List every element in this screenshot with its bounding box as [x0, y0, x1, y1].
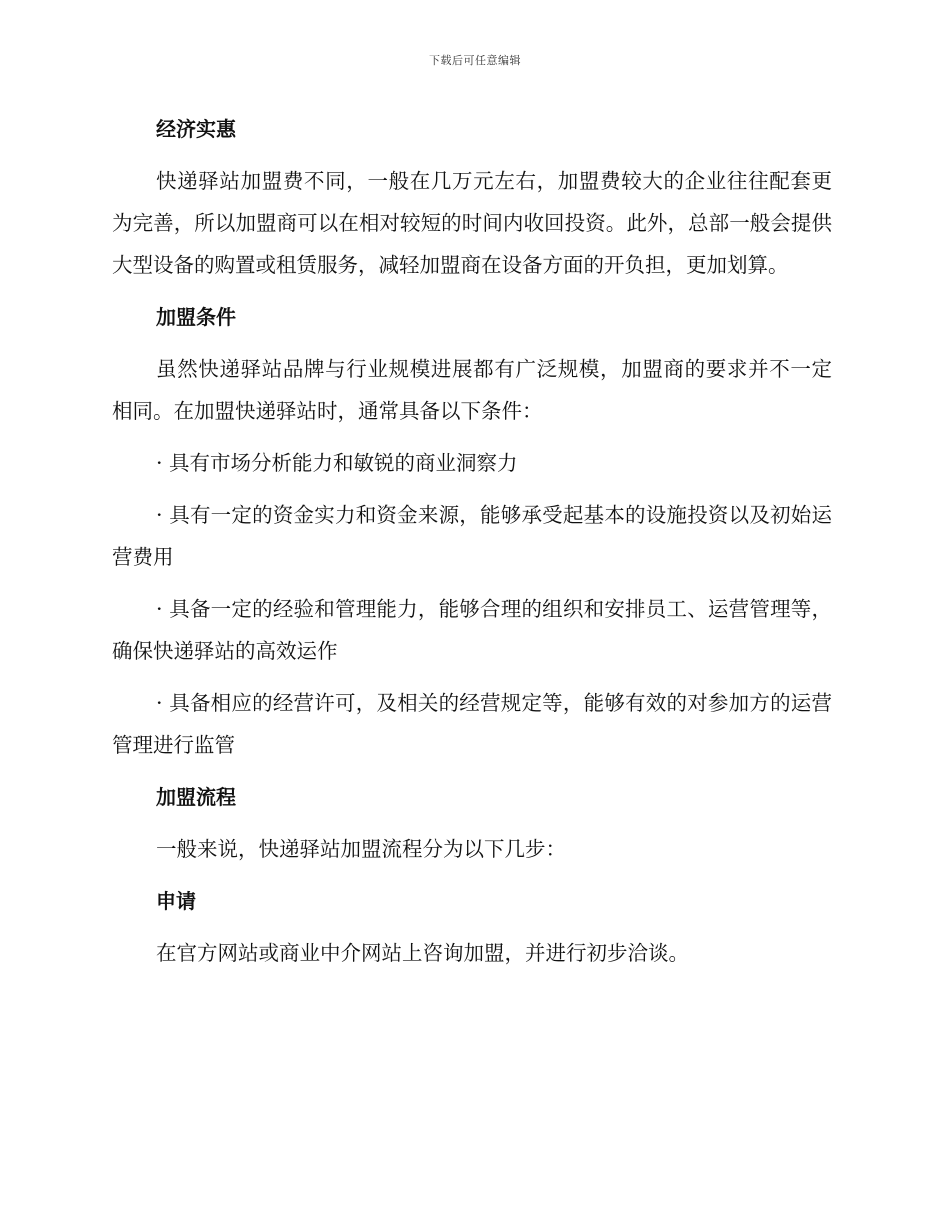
paragraph-conditions-intro: 虽然快递驿站品牌与行业规模进展都有广泛规模，加盟商的要求并不一定相同。在加盟快递驿站时，通常具备以下条件：	[112, 357, 832, 423]
document-body	[112, 108, 832, 984]
list-item-condition-1: · 具有市场分析能力和敏锐的商业洞察力	[156, 451, 518, 475]
section-heading-process: 加盟流程	[156, 785, 236, 809]
section-heading-apply: 申请	[156, 889, 196, 913]
section-heading-economy: 经济实惠	[156, 117, 236, 141]
paragraph-economy: 快递驿站加盟费不同，一般在几万元左右，加盟费较大的企业往往配套更为完善，所以加盟商可以在相对较短的时间内收回投资。此外，总部一般会提供大型设备的购置或租赁服务，减轻加盟商在设备方面的开负担，更加划算。	[112, 169, 832, 277]
list-item-condition-4: · 具备相应的经营许可，及相关的经营规定等，能够有效的对参加方的运营管理进行监管	[112, 691, 832, 757]
paragraph-apply: 在官方网站或商业中介网站上咨询加盟，并进行初步洽谈。	[156, 941, 689, 965]
page-header: 下载后可任意编辑	[429, 54, 521, 67]
section-heading-conditions: 加盟条件	[156, 305, 236, 329]
paragraph-process-intro: 一般来说，快递驿站加盟流程分为以下几步：	[156, 837, 566, 861]
list-item-condition-3: · 具备一定的经验和管理能力，能够合理的组织和安排员工、运营管理等，确保快递驿站的高效运作	[112, 597, 832, 663]
list-item-condition-2: · 具有一定的资金实力和资金来源，能够承受起基本的设施投资以及初始运营费用	[112, 503, 832, 569]
